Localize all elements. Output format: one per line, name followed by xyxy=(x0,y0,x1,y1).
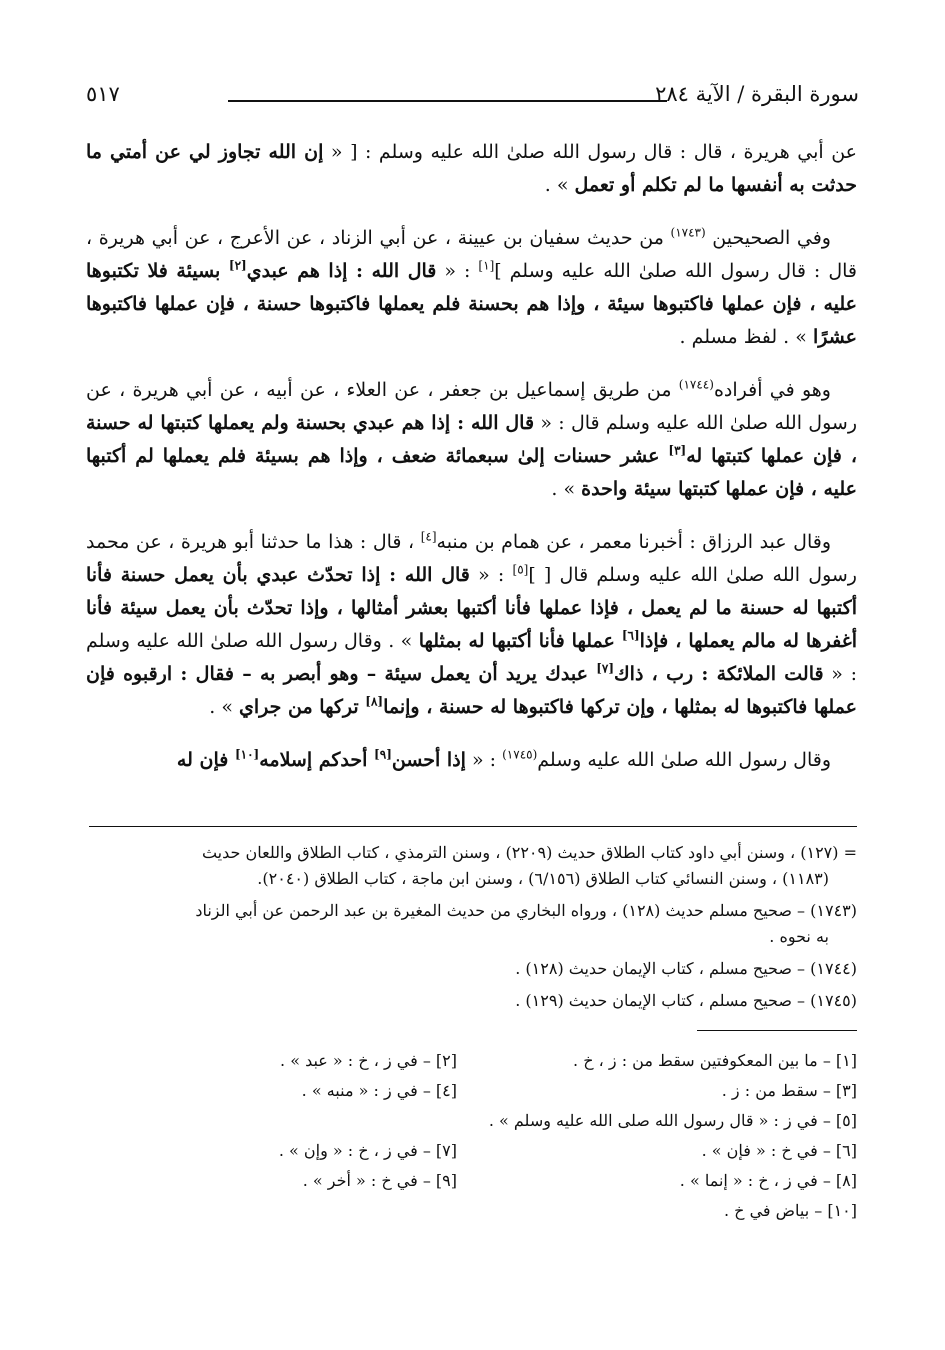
footnote xyxy=(88,988,857,1014)
text-paragraph: عن أبي هريرة ، قال : قال رسول الله صلىٰ الله عليه وسلم : [ « إن الله تجاوز لي عن أمتي ما حدثت به أنفسها ما لم تكلم أو تعمل » . xyxy=(86,141,858,196)
footnote-continuation: (١١٨٣) ، وسنن النسائي كتاب الطلاق (٦/١٥٦) ، وسنن ابن ماجة ، كتاب الطلاق (٢٠٤٠). xyxy=(257,869,829,888)
notes-row xyxy=(89,1106,857,1136)
footnote xyxy=(88,840,857,892)
notes-row xyxy=(89,1136,857,1166)
variant-notes xyxy=(89,1046,857,1226)
footnote-line: (١٧٤٤) – صحيح مسلم ، كتاب الإيمان حديث (١٢٨) . xyxy=(515,959,857,978)
main-text xyxy=(86,136,857,797)
variant-note: [٧] – في ز ، خ : « وإن » . xyxy=(278,1141,457,1160)
variant-note: [٦] – في خ : « فإن » . xyxy=(701,1141,857,1160)
notes-row xyxy=(89,1196,857,1226)
footnote-separator xyxy=(89,826,857,827)
running-header xyxy=(86,82,859,116)
text-paragraph: وهو في أفراده$^{(١٧٤٤)}$ من طريق إسماعيل بن جعفر ، عن العلاء ، عن أبيه ، عن أبي هريرة ، عن رسول الله صلىٰ الله عليه وسلم قال : « قال الله : إذا هم عبدي بحسنة ولم يعملها كتبتها له حسنة ، فإن عملها كتبتها له[٣] عشر حسنات إلىٰ سبعمائة ضعف ، وإذا هم بسيئة فلم يعملها لم أكتبها عليه ، فإن عملها كتبتها سيئة واحدة » . xyxy=(86,377,857,500)
variant-note: [٨] – في ز ، خ : « إنما » . xyxy=(679,1171,857,1190)
footnote-continuation: به نحوه . xyxy=(769,927,829,946)
text-paragraph: وقال عبد الرزاق : أخبرنا معمر ، عن همام بن منبه[٤] ، قال : هذا ما حدثنا أبو هريرة ، عن محمد رسول الله صلىٰ الله عليه وسلم قال [ ][٥] : « قال الله : إذا تحدّث عبدي بأن يعمل حسنة فأنا أكتبها له حسنة ما لم يعمل ، فإذا عملها فأنا أكتبها بعشر أمثالها ، وإذا تحدّث بأن يعمل سيئة فأنا أغفرها له مالم يعملها ، فإذا[٦] عملها فأنا أكتبها له بمثلها » . وقال رسول الله صلىٰ الله عليه وسلم : « قالت الملائكة : رب ، ذاك[٧] عبدك يريد أن يعمل سيئة – وهو أبصر به – فقال : ارقبوه فإن عملها فاكتبوها له بمثلها ، وإن تركها فاكتبوها له حسنة ، وإنما[٨] تركها من جراي » . xyxy=(86,529,858,718)
variant-note: [١٠] – بياض في خ . xyxy=(723,1201,857,1220)
text-paragraph: وفي الصحيحين $^{(١٧٤٣)}$ من حديث سفيان بن عيينة ، عن أبي الزناد ، عن الأعرج ، عن أبي هريرة ، قال : قال رسول الله صلىٰ الله عليه وسلم ][١] : « قال الله : إذا هم عبدي[٢] بسيئة فلا تكتبوها عليه ، فإن عملها فاكتبوها سيئة ، وإذا هم بحسنة فلم يعملها فاكتبوها حسنة ، فإن عملها فاكتبوها عشرًا » . لفظ مسلم . xyxy=(86,225,857,348)
footnote-line: (١٧٤٣) – صحيح مسلم حديث (١٢٨) ، ورواه البخاري من حديث المغيرة بن عبد الرحمن عن أبي الزناد xyxy=(195,901,857,920)
notes-separator xyxy=(697,1030,857,1031)
page-number: ٥١٧ xyxy=(86,82,120,106)
footnote-line: = (١٢٧) ، وسنن أبي داود كتاب الطلاق حديث (٢٢٠٩) ، وسنن الترمذي ، كتاب الطلاق واللعان حديث xyxy=(201,843,857,862)
variant-note: [٩] – في خ : « أخر » . xyxy=(302,1171,457,1190)
variant-note: [٢] – في ز ، خ : « عبد » . xyxy=(280,1051,457,1070)
variant-note: [٥] – في ز : « قال رسول الله صلى الله عليه وسلم » . xyxy=(488,1111,857,1130)
footnote-line: (١٧٤٥) – صحيح مسلم ، كتاب الإيمان حديث (١٢٩) . xyxy=(515,991,857,1010)
variant-note: [١] – ما بين المعكوفتين سقط من : ز ، خ . xyxy=(573,1051,857,1070)
text-paragraph: وقال رسول الله صلىٰ الله عليه وسلم$^{(١٧٤٥)}$ : « إذا أحسن[٩] أحدكم إسلامه[١٠] فإن له xyxy=(176,747,831,771)
source-footnotes xyxy=(88,840,857,1020)
running-title: سورة البقرة / الآية ٢٨٤ xyxy=(655,82,859,106)
header-rule xyxy=(228,100,667,102)
notes-row xyxy=(89,1076,857,1106)
footnote xyxy=(88,956,857,982)
notes-row xyxy=(89,1166,857,1196)
variant-note: [٣] – سقط من : ز . xyxy=(721,1081,857,1100)
variant-note: [٤] – في ز : « منبه » . xyxy=(301,1081,457,1100)
notes-row xyxy=(89,1046,857,1076)
footnote xyxy=(88,898,857,950)
